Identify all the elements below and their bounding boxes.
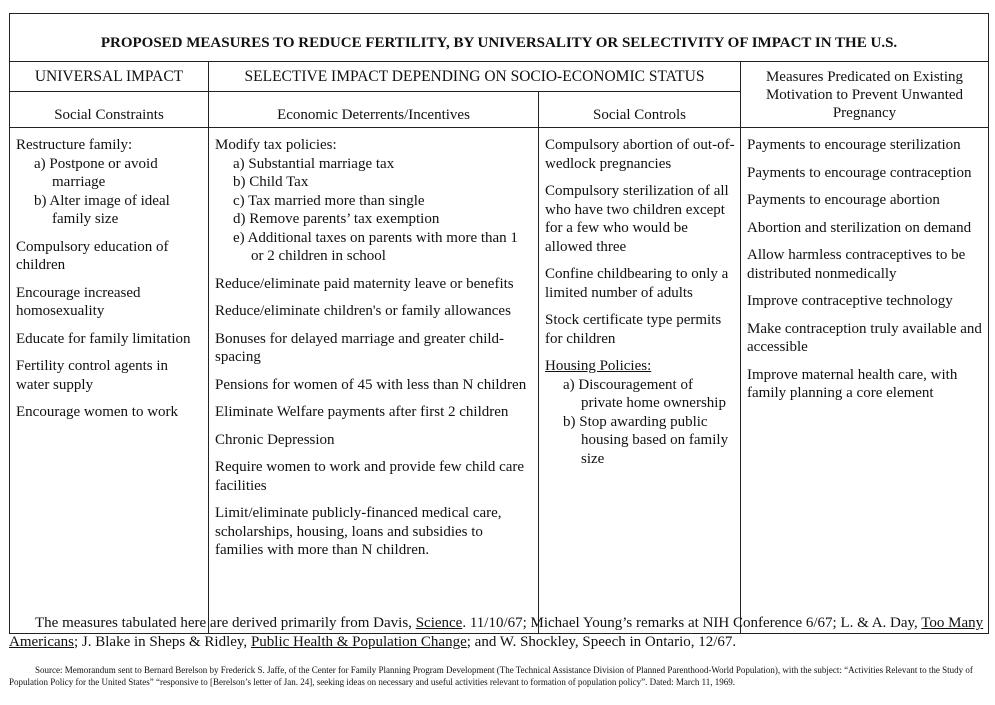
item-text: Reduce/eliminate children's or family allowances	[215, 303, 511, 319]
header-existing-motivation: Measures Predicated on Existing Motivation to Prevent Unwanted Pregnancy	[741, 62, 989, 128]
item-text: Eliminate Welfare payments after first 2 children	[215, 404, 509, 420]
item-text: Chronic Depression	[215, 431, 335, 448]
item-text: Require women to work and provide few child care facilities	[215, 459, 525, 494]
item-text: Abortion and sterilization on demand	[747, 219, 972, 236]
list-item	[545, 136, 736, 173]
item-text: Compulsory abortion of out-of-wedlock pregnancies	[545, 137, 735, 172]
item-text: Educate for family limitation	[16, 330, 191, 347]
item-text: Payments to encourage contraception	[747, 164, 972, 181]
header-social-controls: Social Controls	[539, 92, 741, 128]
sub-item: b) Stop awarding public housing based on family size	[563, 413, 729, 467]
item-text: Payments to encourage abortion	[747, 192, 940, 208]
cited-work-title: Public Health & Population Change	[250, 634, 467, 650]
item-text: Confine childbearing to only a limited number of adults	[545, 266, 729, 301]
list-item	[215, 275, 534, 294]
fertility-measures-table	[9, 13, 989, 634]
source-note: Source: Memorandum sent to Bernard Berelson by Frederick S. Jaffe, of the Center for Family Planning Program Development (The Technical Assistance Division of Planned Parenthood-World Population), with the subject: “Activities Relevant to the Study of Population Policy for the United States” “responsive to [Berelson’s letter of Jan. 24], seeking ideas on necessary and useful activities relevant to formation of population policy”. Dated: March 11, 1969.	[9, 665, 973, 687]
list-item	[215, 403, 534, 422]
item-text: Make contraception truly available and accessible	[747, 320, 982, 355]
column-social-controls	[539, 128, 741, 634]
column-social-constraints	[10, 128, 209, 634]
list-item	[747, 246, 984, 283]
column-existing-motivation	[741, 128, 989, 634]
footnote-text: The measures tabulated here are derived primarily from Davis,	[35, 615, 416, 631]
list-item	[545, 357, 736, 468]
sub-item: a) Substantial marriage tax	[233, 155, 395, 172]
cited-work-title: Science	[415, 615, 463, 631]
list-item	[16, 330, 204, 349]
item-text: Stock certificate type permits for children	[545, 312, 722, 347]
header-universal-impact: UNIVERSAL IMPACT	[10, 62, 209, 92]
list-item	[16, 403, 204, 422]
list-item	[16, 136, 204, 229]
sub-item: d) Remove parents’ tax exemption	[233, 211, 440, 227]
item-text: Pensions for women of 45 with less than N children	[215, 376, 527, 393]
footnote-text: . 11/10/67; Michael Young’s remarks at NIH Conference 6/67; L. & A. Day,	[462, 615, 922, 631]
footnote-text: ; J. Blake in Sheps & Ridley,	[73, 634, 251, 650]
list-item	[16, 357, 204, 394]
item-text: Encourage women to work	[16, 404, 179, 420]
sub-item: c) Tax married more than single	[233, 192, 425, 209]
list-item	[747, 164, 984, 183]
item-text: Improve maternal health care, with family planning a core element	[747, 366, 958, 401]
header-selective-impact: SELECTIVE IMPACT DEPENDING ON SOCIO-ECONOMIC STATUS	[209, 62, 741, 92]
list-item	[215, 302, 534, 321]
list-item	[747, 320, 984, 357]
sub-item: a) Discouragement of private home ownership	[563, 376, 726, 411]
footnote-text: ; and W. Shockley, Speech in Ontario, 12/67.	[466, 634, 737, 650]
list-item	[747, 136, 984, 155]
header-economic-deterrents: Economic Deterrents/Incentives	[209, 92, 539, 128]
list-item	[215, 504, 534, 560]
item-text: Modify tax policies:	[215, 137, 337, 153]
sub-item: b) Child Tax	[233, 174, 309, 190]
item-text: Fertility control agents in water supply	[16, 358, 169, 393]
list-item	[215, 136, 534, 266]
sub-item: e) Additional taxes on parents with more than 1 or 2 children in school	[233, 229, 518, 264]
item-text: Improve contraceptive technology	[747, 293, 953, 309]
item-text: Allow harmless contraceptives to be distributed nonmedically	[747, 247, 966, 282]
list-item	[215, 458, 534, 495]
column-economic-deterrents	[209, 128, 539, 634]
item-text: Payments to encourage sterilization	[747, 137, 961, 153]
list-item	[215, 376, 534, 395]
list-item	[747, 366, 984, 403]
list-item	[747, 219, 984, 238]
list-item	[545, 265, 736, 302]
item-text: Reduce/eliminate paid maternity leave or benefits	[215, 275, 514, 292]
list-item	[16, 284, 204, 321]
sub-item: a) Postpone or avoid marriage	[34, 155, 158, 190]
item-text: Limit/eliminate publicly-financed medical care, scholarships, housing, loans and subsidies to families with more than N children.	[215, 505, 502, 558]
list-item	[545, 311, 736, 348]
item-text: Bonuses for delayed marriage and greater child-spacing	[215, 330, 505, 365]
sub-item: b) Alter image of ideal family size	[34, 192, 170, 227]
item-text: Compulsory education of children	[16, 238, 169, 273]
list-item	[16, 238, 204, 275]
item-text: Encourage increased homosexuality	[16, 284, 141, 319]
list-item	[215, 330, 534, 367]
header-social-constraints: Social Constraints	[10, 92, 209, 128]
cited-work-title: Too Many Americans	[9, 615, 984, 650]
list-item	[747, 191, 984, 210]
list-item	[215, 431, 534, 450]
list-item	[545, 182, 736, 256]
item-text: Compulsory sterilization of all who have two children except for a few who would be allowed three	[545, 183, 729, 255]
list-item	[747, 292, 984, 311]
item-text: Restructure family:	[16, 137, 133, 153]
table-title: PROPOSED MEASURES TO REDUCE FERTILITY, BY UNIVERSALITY OR SELECTIVITY OF IMPACT IN THE U.S.	[10, 14, 989, 62]
item-text: Housing Policies:	[545, 358, 652, 374]
footnote	[9, 614, 988, 652]
